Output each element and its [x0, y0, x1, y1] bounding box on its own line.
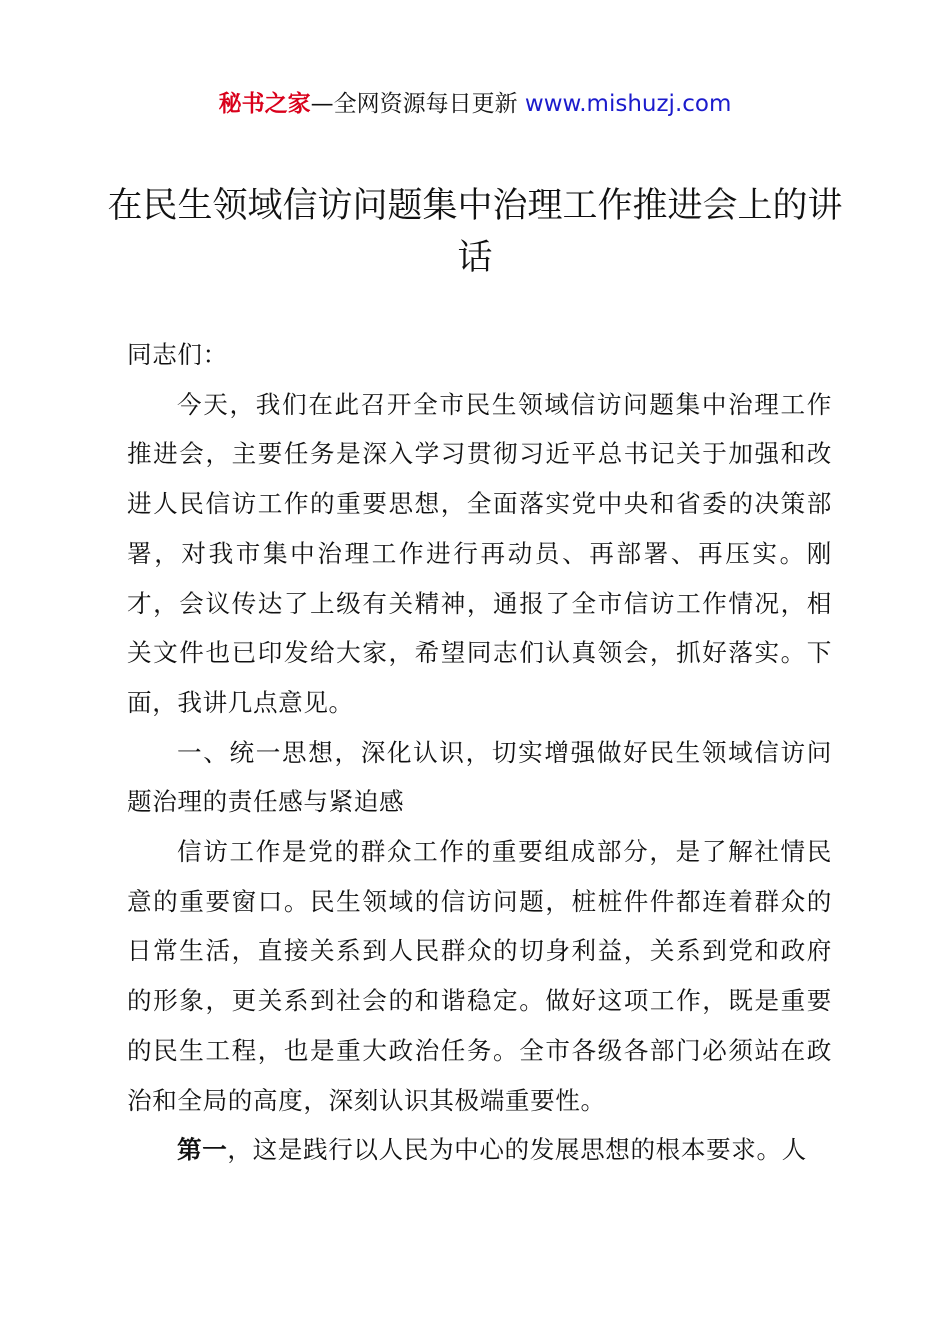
document-title: 在民生领域信访问题集中治理工作推进会上的讲话 [107, 186, 843, 278]
document-body [127, 330, 832, 1175]
salutation: 同志们： [127, 340, 228, 369]
paragraph-first-point [127, 1125, 832, 1175]
first-point-lead: 第一 [177, 1135, 228, 1165]
site-header [0, 86, 950, 122]
paragraph-intro: 今天，我们在此召开全市民生领域信访问题集中治理工作推进会，主要任务是深入学习贯彻习近平总书记关于加强和改进人民信访工作的重要思想，全面落实党中央和省委的决策部署，对我市集中治理工作进行再动员、再部署、再压实。刚才，会议传达了上级有关精神，通报了全市信访工作情况，相关文件也已印发给大家，希望同志们认真领会，抓好落实。下面，我讲几点意见。 [127, 389, 832, 717]
site-url[interactable]: www.mishuzj.com [524, 91, 732, 117]
site-tagline: —全网资源每日更新 [310, 91, 525, 117]
site-brand: 秘书之家 [218, 91, 311, 117]
first-point-text: ，这是践行以人民为中心的发展思想的根本要求。人 [227, 1135, 807, 1165]
paragraph-section-1: 信访工作是党的群众工作的重要组成部分，是了解社情民意的重要窗口。民生领域的信访问题，桩桩件件都连着群众的日常生活，直接关系到人民群众的切身利益，关系到党和政府的形象，更关系到社会的和谐稳定。做好这项工作，既是重要的民生工程，也是重大政治任务。全市各级各部门必须站在政治和全局的高度，深刻认识其极端重要性。 [127, 837, 832, 1115]
section-heading-1: 一、统一思想，深化认识，切实增强做好民生领域信访问题治理的责任感与紧迫感 [127, 737, 832, 817]
